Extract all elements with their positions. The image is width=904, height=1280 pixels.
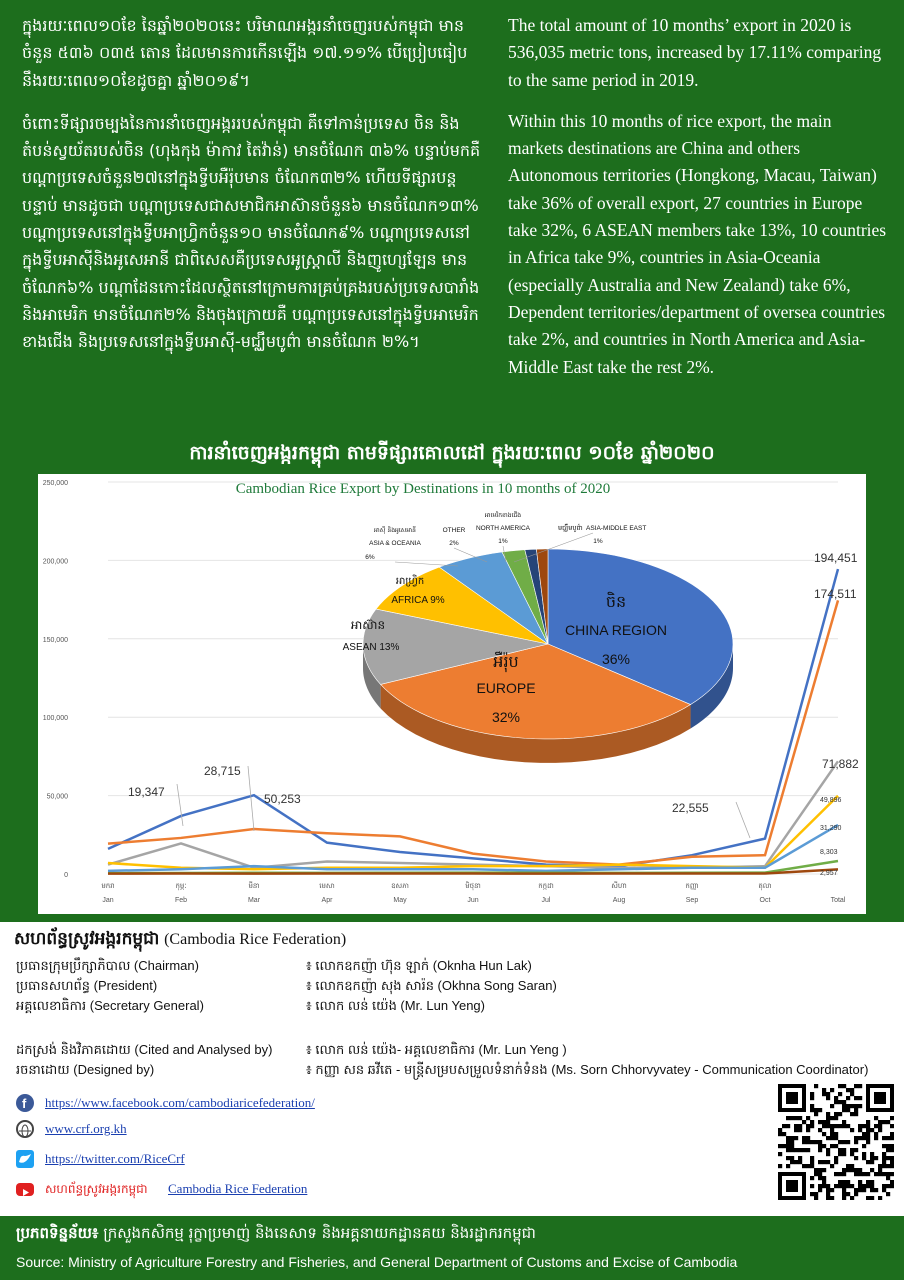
y-axis-ticks bbox=[43, 480, 68, 879]
pie-label-europe: EUROPE bbox=[476, 680, 536, 696]
rice-export-chart bbox=[38, 474, 866, 914]
federation-info bbox=[14, 928, 894, 1077]
designed-by-row bbox=[14, 1060, 894, 1080]
label-total-49896: 49,896 bbox=[820, 797, 842, 804]
youtube-name-kh[interactable]: សហព័ន្ធស្រូវអង្ករកម្ពុជា bbox=[45, 1182, 148, 1196]
x-tick-label-kh: មីនា bbox=[248, 882, 260, 890]
pie-label-north-america-kh: អាមេរិកខាងជើង bbox=[484, 512, 522, 519]
analysed-by-role: ដកស្រង់ និងវិភាគដោយ (Cited and Analysed by) bbox=[16, 1042, 273, 1057]
x-tick-label-kh: តុលា bbox=[758, 882, 772, 890]
label-28715: 28,715 bbox=[204, 764, 241, 778]
x-tick-label: Apr bbox=[321, 897, 333, 904]
pie-label-middle-east-kh: មជ្ឈឹមបូព៌ា bbox=[558, 524, 583, 532]
x-tick-label: Aug bbox=[612, 897, 626, 904]
chairman-role: ប្រធានក្រុមប្រឹក្សាភិបាល (Chairman) bbox=[16, 958, 199, 973]
pie-label-middle-east-pct: 1% bbox=[593, 538, 603, 545]
x-tick-label-kh: មេសា bbox=[319, 882, 335, 890]
facebook-icon bbox=[16, 1094, 34, 1112]
x-tick-label: Total bbox=[830, 897, 846, 904]
secretary-role: អគ្គលេខាធិការ (Secretary General) bbox=[16, 998, 204, 1013]
pie-label-middle-east: ASIA-MIDDLE EAST bbox=[586, 525, 647, 532]
label-total-31290: 31,290 bbox=[820, 825, 842, 832]
source-khmer-text: ក្រសួងកសិកម្ម រុក្ខាប្រមាញ់ និងនេសាទ និងអគ្គនាយកដ្ឋានគយ និងរដ្ឋាករកម្ពុជា bbox=[103, 1224, 536, 1242]
pie-label-asean: ASEAN 13% bbox=[342, 642, 400, 653]
chairman-row bbox=[14, 956, 894, 976]
svg-text:f: f bbox=[22, 1096, 27, 1111]
y-tick-label: 0 bbox=[64, 872, 68, 879]
president-row bbox=[14, 976, 894, 996]
english-summary bbox=[508, 12, 888, 395]
designed-by-name: ៖ កញ្ញា សន ឆវីតេ - មន្ត្រីសម្របសម្រួលទំនាក់ទំនង (Ms. Sorn Chhorvyvatey - Communication Coordinator) bbox=[306, 1062, 869, 1077]
pie-label-europe-kh: អឺរ៉ុប bbox=[493, 652, 519, 671]
data-label-leader-2 bbox=[736, 802, 750, 838]
y-tick-label: 100,000 bbox=[42, 715, 68, 723]
y-tick-label: 200,000 bbox=[42, 558, 68, 566]
federation-title-kh: សហព័ន្ធស្រូវអង្ករកម្ពុជា bbox=[14, 929, 160, 948]
label-19347: 19,347 bbox=[128, 785, 165, 799]
pie-label-asia-oceania-kh: អាស៊ី និងអូសេអានី bbox=[374, 527, 416, 534]
label-total-8303: 8,303 bbox=[820, 849, 838, 856]
president-role: ប្រធានសហព័ន្ធ (President) bbox=[16, 978, 158, 993]
label-total-174511: 174,511 bbox=[814, 587, 857, 601]
globe-icon bbox=[16, 1120, 34, 1138]
source-khmer-label: ប្រភពទិន្នន័យ៖ bbox=[16, 1224, 99, 1242]
pie-label-asia-oceania-pct: 6% bbox=[365, 554, 375, 561]
federation-title-en: (Cambodia Rice Federation) bbox=[164, 931, 347, 948]
x-tick-label-kh: កក្កដា bbox=[538, 882, 554, 890]
label-total-194451: 194,451 bbox=[814, 551, 858, 565]
y-tick-label: 50,000 bbox=[46, 793, 68, 801]
label-total-71882: 71,882 bbox=[822, 757, 859, 771]
pie-label-china-kh: ចិន bbox=[605, 592, 627, 611]
x-tick-label: Jun bbox=[467, 897, 479, 904]
analysed-by-name: ៖ លោក លន់ យ៉េង- អគ្គលេខាធិការ (Mr. Lun Yeng ) bbox=[306, 1042, 567, 1057]
x-tick-label-kh: ឧសភា bbox=[391, 882, 409, 890]
khmer-paragraph-2: ចំពោះទីផ្សារចម្បងនៃការនាំចេញអង្កររបស់កម្ពុជា គឺទៅកាន់ប្រទេស ចិន និងតំបន់ស្វយ័តរបស់ចិន (ហុងកុង ម៉ាកាវ តៃវ៉ាន់) មានចំណែក ៣៦% បន្ទាប់មកគឺ បណ្តាប្រទេសចំនួន២៧នៅក្នុងទ្វីបអឺរ៉ុបមាន ចំណែក៣២% ហើយទីផ្សារបន្តបន្ទាប់ មានដូចជា បណ្តាប្រទេសជាសមាជិកអាស៊ានចំនួន៦ មានចំណែក១៣% បណ្តាប្រទេសនៅក្នុងទ្វីបអាហ្វ្រិកចំនួន១០ មានចំណែក៩% បណ្តាប្រទេសនៅក្នុងទ្វីបអាស៊ីនិងអូសេអានី ជាពិសេសគឺប្រទេសអូស្ត្រាលី និងញូហ្សេឡែន មានចំណែក៦% បណ្តាដែនកោះដែលស្ថិតនៅក្រោមការគ្រប់គ្រងរបស់ប្រទេសបារាំង និងអាមេរិក មានចំណែក២% និងចុងក្រោយគឺ បណ្តាប្រទេសនៅក្នុងទ្វីបអាមេរិកខាងជើង និងប្រទេសនៅក្នុងទ្វីបអាស៊ី-មជ្ឈឹមបូព៌ា មានចំណែក ២%។ bbox=[22, 113, 481, 352]
english-paragraph-1: The total amount of 10 months’ export in 2020 is 536,035 metric tons, increased by 17.11% comparing to the same period in 2019. bbox=[508, 15, 882, 90]
pie-label-asean-kh: អាស៊ាន bbox=[350, 618, 386, 632]
analysed-by-row bbox=[14, 1040, 894, 1060]
x-tick-label-kh: សីហា bbox=[611, 882, 627, 890]
source-khmer bbox=[16, 1224, 536, 1246]
pie-label-north-america-pct: 1% bbox=[498, 538, 508, 545]
chairman-name: ៖ លោកឧកញ៉ា ហ៊ុន ឡាក់ (Oknha Hun Lak) bbox=[306, 958, 532, 973]
pie-label-north-america: NORTH AMERICA bbox=[475, 525, 531, 532]
x-tick-label: Sep bbox=[685, 897, 699, 904]
pie-label-other: OTHER bbox=[442, 527, 466, 534]
pie-label-china: CHINA REGION bbox=[565, 622, 667, 638]
facebook-url[interactable]: https://www.facebook.com/cambodiaricefederation/ bbox=[45, 1095, 315, 1110]
twitter-icon bbox=[16, 1150, 34, 1168]
secretary-row bbox=[14, 996, 894, 1016]
data-label-leader-0 bbox=[177, 784, 183, 826]
label-total-2957: 2,957 bbox=[820, 870, 838, 877]
x-tick-label: Mar bbox=[247, 897, 261, 904]
khmer-summary bbox=[22, 12, 487, 372]
source-bar bbox=[0, 1216, 904, 1280]
y-tick-label: 250,000 bbox=[42, 480, 68, 487]
x-tick-label: May bbox=[393, 897, 407, 904]
khmer-paragraph-1: ក្នុងរយៈពេល១០ខែ នៃឆ្នាំ២០២០នេះ បរិមាណអង្ករនាំចេញរបស់កម្ពុជា មានចំនួន ៥៣៦ ០៣៥ តោន ដែលមានការកើនឡើង ១៧.១១% បើប្រៀបធៀបនឹងរយៈពេល១០ខែដូចគ្នា ឆ្នាំ២០១៩។ bbox=[22, 16, 468, 90]
pie-label-other-pct: 2% bbox=[449, 540, 459, 547]
federation-title bbox=[14, 928, 894, 953]
pie-label-asia-oceania: ASIA & OCEANIA bbox=[369, 540, 421, 547]
source-english: Source: Ministry of Agriculture Forestry and Fisheries, and General Department of Customs and Excise of Cambodia bbox=[16, 1254, 738, 1270]
youtube-name-en[interactable]: Cambodia Rice Federation bbox=[168, 1181, 308, 1196]
y-tick-label: 150,000 bbox=[42, 636, 68, 644]
x-tick-label-kh: កុម្ភៈ bbox=[175, 882, 187, 890]
x-tick-label-kh: កញ្ញា bbox=[685, 882, 699, 890]
x-tick-label-kh: មករា bbox=[101, 882, 115, 890]
pie-label-europe-pct: 32% bbox=[491, 709, 521, 725]
president-name: ៖ លោកឧកញ៉ា សុង សារ៉ន (Okhna Song Saran) bbox=[306, 978, 557, 993]
data-label-leader-1 bbox=[248, 766, 254, 831]
label-22555: 22,555 bbox=[672, 801, 709, 815]
pie-label-china-pct: 36% bbox=[601, 651, 631, 667]
twitter-url[interactable]: https://twitter.com/RiceCrf bbox=[45, 1151, 185, 1166]
x-tick-label: Oct bbox=[759, 897, 771, 904]
x-axis-ticks bbox=[101, 881, 846, 904]
x-tick-label-kh: មិថុនា bbox=[465, 882, 481, 890]
pie-label-africa-kh: អាហ្វ្រិក bbox=[395, 576, 425, 587]
x-tick-label: Feb bbox=[174, 897, 188, 904]
english-paragraph-2: Within this 10 months of rice export, the main markets destinations are China and others Autonomous territories (Hongkong, Macau, Taiwan) take 36% of overall export, 27 countries in Europe take 32%, 6 ASEAN members take 13%, 10 countries in Africa take 9%, countries in Asia-Oceania (especially Australia and New Zealand) take 6%, Dependent territories/department of oversea countries take 2%, and countries in North America and Asia-Middle East take the rest 2%. bbox=[508, 110, 887, 377]
website-url[interactable]: www.crf.org.kh bbox=[45, 1121, 127, 1136]
x-tick-label: Jan bbox=[102, 897, 114, 904]
chart-khmer-title: ការនាំចេញអង្ករកម្ពុជា តាមទីផ្សារគោលដៅ ក្នុងរយៈពេល ១០ខែ ឆ្នាំ២០២០ bbox=[189, 442, 715, 464]
designed-by-role: រចនាដោយ (Designed by) bbox=[16, 1062, 155, 1077]
chart-panel bbox=[38, 474, 866, 914]
youtube-icon bbox=[16, 1183, 34, 1196]
qr-code bbox=[778, 1084, 894, 1200]
secretary-name: ៖ លោក លន់ យ៉េង (Mr. Lun Yeng) bbox=[306, 998, 485, 1013]
x-tick-label: Jul bbox=[541, 897, 551, 904]
pie-label-africa: AFRICA 9% bbox=[391, 595, 445, 606]
chart-title: Cambodian Rice Export by Destinations in 10 months of 2020 bbox=[235, 481, 611, 497]
label-50253: 50,253 bbox=[264, 792, 301, 806]
